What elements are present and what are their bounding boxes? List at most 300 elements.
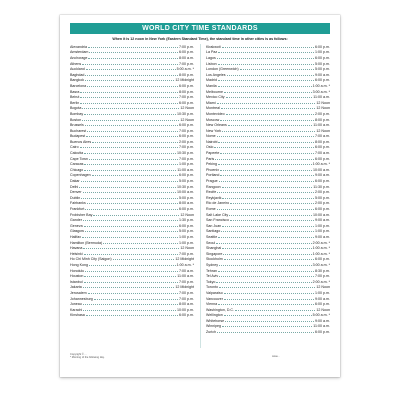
dot-leader	[225, 320, 314, 322]
city-name: Sydney	[206, 262, 218, 267]
city-name: Rio de Janeiro	[206, 201, 230, 206]
city-time: 12 Noon	[316, 106, 330, 111]
city-name: Bogota	[70, 106, 82, 111]
page-subtitle: When it is 12 noon in New York (Eastern Standard Time), the standard time in other cities is as follows:	[112, 37, 288, 41]
city-name: San Francisco	[206, 218, 229, 223]
dot-leader	[84, 275, 176, 277]
dot-leader	[220, 119, 314, 121]
city-time: 7:00 p.m.	[179, 251, 194, 256]
city-time: 8:00 a.m.	[179, 302, 194, 307]
dot-leader	[80, 91, 178, 93]
city-time: 11:00 a.m.	[313, 95, 330, 100]
dot-leader	[82, 119, 179, 121]
city-time: 10:00 a.m.	[313, 212, 330, 217]
city-time: 9:00 a.m.	[315, 318, 330, 323]
city-time: 7:00 p.m.	[179, 61, 194, 66]
city-time: 8:30 p.m.	[315, 268, 330, 273]
dot-leader	[217, 102, 316, 104]
city-name: Stockholm	[206, 257, 223, 262]
city-time: 10:30 p.m.	[177, 111, 194, 116]
city-time: 7:00 p.m.	[179, 296, 194, 301]
city-name: Prague	[206, 179, 218, 184]
city-time: 1:00 a.m. *	[312, 83, 330, 88]
city-time: 9:00 a.m.	[315, 72, 330, 77]
page-title: WORLD CITY TIME STANDARDS	[70, 23, 330, 34]
city-name: Rangoon	[206, 184, 221, 189]
dot-leader	[79, 186, 176, 188]
dot-leader	[221, 107, 315, 109]
city-time: 6:00 p.m.	[315, 78, 330, 83]
dot-leader	[222, 247, 311, 249]
city-time: 6:00 p.m.	[179, 100, 194, 105]
city-name: Salt Lake City	[206, 212, 229, 217]
dot-leader	[88, 292, 178, 294]
city-time: 6:00 p.m.	[179, 223, 194, 228]
city-time: 5:00 p.m.	[179, 229, 194, 234]
city-name: La Paz	[206, 50, 218, 55]
city-time: 10:30 p.m.	[177, 184, 194, 189]
dot-leader	[88, 46, 178, 48]
dot-leader	[218, 79, 314, 81]
dot-leader	[230, 219, 314, 221]
city-time: 7:00 a.m.	[315, 151, 330, 156]
city-name: Hong Kong	[70, 262, 88, 267]
dot-leader	[222, 46, 314, 48]
city-time: 2:00 p.m.	[179, 139, 194, 144]
dot-leader	[217, 208, 314, 210]
city-name: New Orleans	[206, 123, 227, 128]
dot-leader	[216, 242, 311, 244]
city-name: Wellington	[206, 313, 223, 318]
dot-leader	[81, 180, 178, 182]
city-name: Chicago	[70, 167, 84, 172]
city-name: Alexandria	[70, 44, 87, 49]
dot-leader	[227, 74, 314, 76]
city-time: 9:00 a.m.	[315, 218, 330, 223]
dot-leader	[83, 247, 179, 249]
city-time: 10:00 a.m.	[313, 167, 330, 172]
city-time: 7:00 p.m.	[179, 95, 194, 100]
city-time: 1:00 p.m.	[179, 240, 194, 245]
dot-leader	[85, 270, 178, 272]
city-time: 6:00 p.m.	[315, 44, 330, 49]
city-name: Winnipeg	[206, 324, 221, 329]
city-time: 6:00 p.m.	[315, 156, 330, 161]
city-time: 6:00 p.m.	[315, 330, 330, 335]
dot-leader	[84, 281, 178, 283]
city-time: 1:30 p.m.	[179, 218, 194, 223]
dot-leader	[217, 135, 314, 137]
city-name: Nairobi	[206, 139, 218, 144]
city-time: 3:00 a.m. *	[312, 262, 330, 267]
dot-leader	[218, 236, 314, 238]
dot-leader	[224, 91, 312, 93]
dot-leader	[220, 152, 314, 154]
city-name: Auckland	[70, 67, 85, 72]
dot-leader	[89, 158, 178, 160]
city-time: 6:00 p.m.	[315, 55, 330, 60]
dot-leader	[89, 51, 178, 53]
city-name: Nome	[206, 134, 216, 139]
city-time: 10:00 a.m.	[177, 190, 194, 195]
city-name: Moscow	[206, 117, 220, 122]
city-name: Calcutta	[70, 151, 84, 156]
dot-leader	[94, 298, 178, 300]
dot-leader	[92, 174, 178, 176]
city-time: 1:00 p.m.	[315, 290, 330, 295]
city-name: Singapore	[206, 251, 223, 256]
dot-leader	[214, 146, 314, 148]
dot-leader	[217, 57, 314, 59]
city-name: Seoul	[206, 240, 216, 245]
city-list-left	[70, 44, 194, 318]
city-name: Copenhagen	[70, 173, 91, 178]
city-time: 6:00 p.m.	[179, 123, 194, 128]
city-time: 8:00 p.m.	[179, 72, 194, 77]
city-list-right	[206, 44, 330, 335]
dot-leader	[222, 325, 312, 327]
city-name: Fairbanks	[70, 201, 86, 206]
city-time: 6:00 p.m.	[179, 134, 194, 139]
dot-leader	[216, 281, 311, 283]
dot-leader	[218, 85, 312, 87]
city-name: Caracas	[70, 162, 84, 167]
city-name: Kirakwoti	[206, 44, 221, 49]
city-name: Seattle	[206, 234, 218, 239]
city-time: 5:00 p.m.	[315, 195, 330, 200]
city-name: Gander	[70, 218, 82, 223]
dot-leader	[84, 169, 176, 171]
city-name: Tel Aviv	[206, 274, 219, 279]
city-time: 5:00 a.m. *	[312, 313, 330, 318]
city-name: Karachi	[70, 307, 83, 312]
city-time: 12 Noon	[180, 212, 194, 217]
dot-leader	[85, 208, 178, 210]
city-time: 2:00 a.m. *	[312, 279, 330, 284]
city-time: 1:00 p.m.	[315, 229, 330, 234]
city-time: 6:00 p.m.	[179, 173, 194, 178]
city-name: Frobisher Bay	[70, 212, 93, 217]
city-time: 5:00 p.m.	[315, 67, 330, 72]
city-name: Ho Chi Minh City (Saigon)	[70, 257, 112, 262]
city-name: Recife	[206, 190, 217, 195]
city-time: 6:00 p.m.	[179, 207, 194, 212]
dot-leader	[218, 141, 314, 143]
city-time: 1:00 p.m.	[315, 223, 330, 228]
city-time: 7:00 a.m.	[315, 134, 330, 139]
dot-leader	[222, 197, 314, 199]
dot-leader	[226, 113, 314, 115]
dot-leader	[219, 264, 312, 266]
dot-leader	[83, 286, 175, 288]
dot-leader	[219, 275, 314, 277]
city-name: Hamilton (Bermuda)	[70, 240, 103, 245]
city-row	[206, 329, 330, 335]
dot-leader	[224, 292, 314, 294]
city-name: London (Greenwich)	[206, 67, 239, 72]
city-time: 6:00 p.m.	[315, 257, 330, 262]
column-divider	[200, 44, 201, 348]
city-time: 9:00 a.m.	[315, 234, 330, 239]
city-name: Paris	[206, 156, 215, 161]
city-name: Cairo	[70, 145, 79, 150]
dot-leader	[85, 124, 178, 126]
city-time: 7:00 p.m.	[179, 279, 194, 284]
dot-leader	[218, 163, 312, 165]
city-time: 9:00 a.m.	[315, 296, 330, 301]
city-time: 2:00 p.m.	[315, 190, 330, 195]
city-name: Frankfurt	[70, 207, 85, 212]
city-time: 7:00 p.m.	[179, 145, 194, 150]
city-name: Havana	[70, 246, 83, 251]
footer-footnote: * Morning of the following day.	[70, 356, 105, 360]
city-time: 7:00 a.m.	[179, 268, 194, 273]
dot-leader	[224, 298, 314, 300]
city-time: 7:00 p.m.	[315, 274, 330, 279]
city-time: 11:00 a.m.	[177, 167, 194, 172]
city-time: 9:00 a.m.	[315, 173, 330, 178]
city-name: Bombay	[70, 111, 84, 116]
dot-leader	[85, 79, 174, 81]
city-name: Glasgow	[70, 229, 84, 234]
city-row	[70, 313, 194, 319]
city-name: Bucharest	[70, 128, 87, 133]
city-time: 1:00 p.m.	[315, 50, 330, 55]
dot-leader	[219, 286, 315, 288]
city-time: 7:00 p.m.	[179, 44, 194, 49]
city-name: Manila	[206, 83, 217, 88]
city-name: Jakarta	[70, 285, 82, 290]
dot-leader	[87, 202, 178, 204]
city-time: 11:00 a.m.	[177, 274, 194, 279]
dot-leader	[222, 130, 315, 132]
city-name: Kinshasa	[70, 313, 85, 318]
document-page	[60, 15, 340, 377]
dot-leader	[221, 230, 314, 232]
city-name: Honolulu	[70, 268, 85, 273]
dot-leader	[230, 202, 314, 204]
city-time: 6:00 p.m.	[315, 179, 330, 184]
city-time: 1:00 p.m.	[179, 234, 194, 239]
city-time: 1:00 a.m. *	[312, 246, 330, 251]
dot-leader	[85, 74, 178, 76]
city-time: 5:00 p.m.	[179, 179, 194, 184]
city-name: Denver	[70, 190, 82, 195]
dot-leader	[113, 258, 175, 260]
dot-leader	[85, 230, 178, 232]
city-time: 8:00 p.m.	[315, 139, 330, 144]
dot-leader	[84, 152, 176, 154]
dot-leader	[82, 63, 178, 65]
city-time: 10:30 p.m.	[177, 151, 194, 156]
dot-leader	[226, 96, 313, 98]
dot-leader	[220, 169, 312, 171]
dot-leader	[235, 309, 315, 311]
city-name: Phoenix	[206, 167, 219, 172]
city-time: 5:00 p.m.	[179, 195, 194, 200]
city-time: 12 Noon	[316, 100, 330, 105]
city-name: Vancouver	[206, 296, 223, 301]
city-time: 12 Midnight	[175, 78, 194, 83]
dot-leader	[219, 180, 314, 182]
city-name: Amsterdam	[70, 50, 89, 55]
city-name: Vienna	[206, 302, 218, 307]
city-time: 6:00 p.m.	[315, 302, 330, 307]
dot-leader	[86, 68, 176, 70]
dot-leader	[83, 303, 178, 305]
city-name: Zurich	[206, 330, 216, 335]
city-time: 8:00 a.m.	[179, 55, 194, 60]
dot-leader	[222, 186, 313, 188]
city-name: Barcelona	[70, 83, 87, 88]
city-name: Lagos	[206, 55, 216, 60]
dot-leader	[83, 191, 176, 193]
dot-leader	[220, 174, 314, 176]
city-name: Oslo	[206, 145, 214, 150]
dot-leader	[223, 253, 311, 255]
city-name: Johannesburg	[70, 296, 93, 301]
dot-leader	[82, 236, 178, 238]
city-time: 5:00 a.m. *	[176, 67, 194, 72]
city-name: Boston	[70, 117, 82, 122]
city-name: Peking	[206, 162, 217, 167]
city-name: Delhi	[70, 184, 79, 189]
city-name: Lisbon	[206, 61, 217, 66]
city-time: 11:30 p.m.	[313, 184, 330, 189]
dot-leader	[229, 214, 312, 216]
city-name: Geneva	[70, 223, 83, 228]
city-name: Los Angeles	[206, 72, 226, 77]
city-name: Toronto	[206, 285, 218, 290]
city-name: Valparaiso	[206, 290, 223, 295]
city-time: 5:00 p.m.	[315, 61, 330, 66]
city-name: Montreal	[206, 106, 220, 111]
city-time: 2:00 a.m. *	[312, 240, 330, 245]
dot-leader	[80, 96, 178, 98]
city-name: Montevideo	[206, 111, 225, 116]
city-name: Whitehorse	[206, 318, 225, 323]
city-name: Miami	[206, 100, 216, 105]
dot-leader	[84, 113, 176, 115]
dot-leader	[89, 264, 176, 266]
dot-leader	[81, 197, 178, 199]
city-name: San Juan	[206, 223, 222, 228]
city-time: 6:00 p.m.	[179, 83, 194, 88]
city-time: 12 Midnight	[175, 285, 194, 290]
dot-leader	[218, 270, 314, 272]
city-time: 2:00 p.m.	[315, 201, 330, 206]
city-name: New York	[206, 128, 222, 133]
city-name: Bangkok	[70, 78, 84, 83]
city-time: 11:00 a.m.	[313, 123, 330, 128]
city-time: 6:00 p.m.	[179, 313, 194, 318]
city-name: Budapest	[70, 134, 86, 139]
dot-leader	[218, 63, 314, 65]
city-name: Beirut	[70, 95, 80, 100]
city-time: 12 Midnight	[175, 257, 194, 262]
dot-leader	[83, 309, 176, 311]
city-name: Rome	[206, 207, 216, 212]
dot-leader	[92, 141, 178, 143]
city-time: 1:00 a.m. *	[312, 162, 330, 167]
city-time: 6:00 p.m.	[315, 207, 330, 212]
dot-leader	[82, 107, 179, 109]
city-time: 10:00 p.m.	[177, 307, 194, 312]
dot-leader	[240, 68, 314, 70]
dot-leader	[224, 314, 312, 316]
city-time: 12 Noon	[316, 285, 330, 290]
dot-leader	[224, 258, 314, 260]
city-name: Athens	[70, 61, 82, 66]
city-name: Mexico City	[206, 95, 225, 100]
city-name: Reykjavik	[206, 195, 222, 200]
dot-leader	[228, 124, 313, 126]
dot-leader	[215, 158, 314, 160]
dot-leader	[87, 85, 178, 87]
city-time: 12 Noon	[316, 128, 330, 133]
city-time: 7:00 p.m.	[179, 128, 194, 133]
city-name: Cape Town	[70, 156, 88, 161]
dot-leader	[218, 51, 314, 53]
city-time: 2:00 p.m.	[315, 111, 330, 116]
city-time: 8:00 p.m.	[179, 89, 194, 94]
city-name: Istanbul	[70, 279, 83, 284]
city-name: Jerusalem	[70, 290, 87, 295]
dot-leader	[84, 163, 178, 165]
city-name: Juneau	[70, 302, 82, 307]
city-time: 6:00 p.m.	[315, 145, 330, 150]
city-time: 1:00 p.m.	[179, 162, 194, 167]
dot-leader	[86, 314, 178, 316]
footer-copyright: Copyright © ...	[70, 353, 87, 356]
city-name: Tehran	[206, 268, 217, 273]
city-name: Houston	[70, 274, 84, 279]
city-name: Melbourne	[206, 89, 223, 94]
city-name: Washington, D.C.	[206, 307, 235, 312]
city-time: 12 Noon	[180, 117, 194, 122]
city-time: 8:00 a.m.	[179, 201, 194, 206]
city-time: 8:00 p.m.	[315, 117, 330, 122]
dot-leader	[217, 331, 314, 333]
dot-leader	[88, 57, 178, 59]
city-time: 6:00 p.m.	[179, 50, 194, 55]
city-name: Shanghai	[206, 246, 222, 251]
city-name: Helsinki	[70, 251, 83, 256]
city-time: 7:00 p.m.	[179, 290, 194, 295]
city-name: Madrid	[206, 78, 217, 83]
city-time: 3:00 a.m. *	[312, 89, 330, 94]
city-time: 1:00 a.m. *	[176, 262, 194, 267]
dot-leader	[222, 225, 314, 227]
city-name: Papeete	[206, 151, 220, 156]
footer-notes	[70, 353, 105, 360]
dot-leader	[83, 219, 178, 221]
city-name: Santiago	[206, 229, 221, 234]
city-name: Dublin	[70, 195, 81, 200]
city-name: Buenos Aires	[70, 139, 92, 144]
dot-leader	[93, 214, 179, 216]
city-time: 1:00 a.m. *	[312, 251, 330, 256]
city-name: Halifax	[70, 234, 81, 239]
dot-leader	[86, 135, 178, 137]
city-time: 12 Noon	[180, 106, 194, 111]
city-time: 12 Noon	[180, 246, 194, 251]
city-time: 11:00 a.m.	[313, 324, 330, 329]
city-name: Brussels	[70, 123, 84, 128]
city-name: Dakar	[70, 179, 80, 184]
city-name: Portland	[206, 173, 220, 178]
dot-leader	[217, 191, 314, 193]
